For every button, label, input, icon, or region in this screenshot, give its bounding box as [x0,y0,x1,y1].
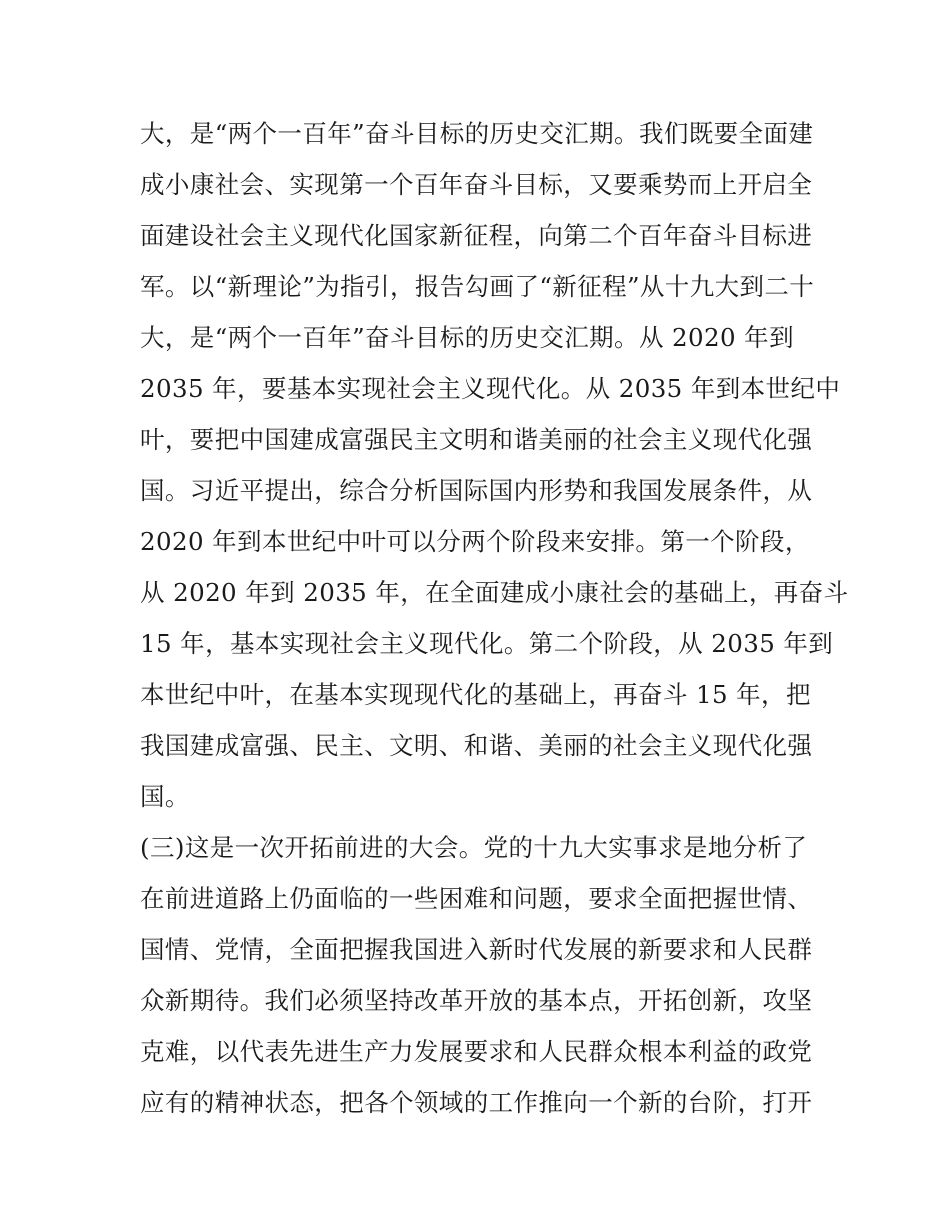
text-line: 应有的精神状态，把各个领域的工作推向一个新的台阶，打开 [140,1088,813,1117]
text-line: 15 年，基本实现社会主义现代化。第二个阶段，从 2035 年到 [140,629,834,658]
text-line: 国情、党情，全面把握我国进入新时代发展的新要求和人民群 [140,935,813,964]
text-line: 面建设社会主义现代化国家新征程，向第二个百年奋斗目标进 [140,221,813,250]
text-line: 众新期待。我们必须坚持改革开放的基本点，开拓创新，攻坚 [140,986,813,1015]
section-heading-line: (三)这是一次开拓前进的大会。党的十九大实事求是地分析了 [140,833,808,862]
text-line: 大，是“两个一百年”奋斗目标的历史交汇期。从 2020 年到 [140,323,794,352]
text-line: 叶，要把中国建成富强民主文明和谐美丽的社会主义现代化强 [140,425,813,454]
text-line: 本世纪中叶，在基本实现现代化的基础上，再奋斗 15 年，把 [140,680,811,709]
text-line: 在前进道路上仍面临的一些困难和问题，要求全面把握世情、 [140,884,813,913]
body-text [140,108,849,1128]
text-line: 从 2020 年到 2035 年，在全面建成小康社会的基础上，再奋斗 [140,578,849,607]
text-line: 国。习近平提出，综合分析国际国内形势和我国发展条件，从 [140,476,813,505]
text-line: 大，是“两个一百年”奋斗目标的历史交汇期。我们既要全面建 [140,119,814,148]
text-line: 克难，以代表先进生产力发展要求和人民群众根本利益的政党 [140,1037,813,1066]
text-line: 2035 年，要基本实现社会主义现代化。从 2035 年到本世纪中 [140,374,841,403]
text-line: 国。 [140,782,190,811]
text-line: 2020 年到本世纪中叶可以分两个阶段来安排。第一个阶段， [140,527,810,556]
text-line: 我国建成富强、民主、文明、和谐、美丽的社会主义现代化强 [140,731,813,760]
text-line: 成小康社会、实现第一个百年奋斗目标，又要乘势而上开启全 [140,170,813,199]
text-line: 军。以“新理论”为指引，报告勾画了“新征程”从十九大到二十 [140,272,815,301]
